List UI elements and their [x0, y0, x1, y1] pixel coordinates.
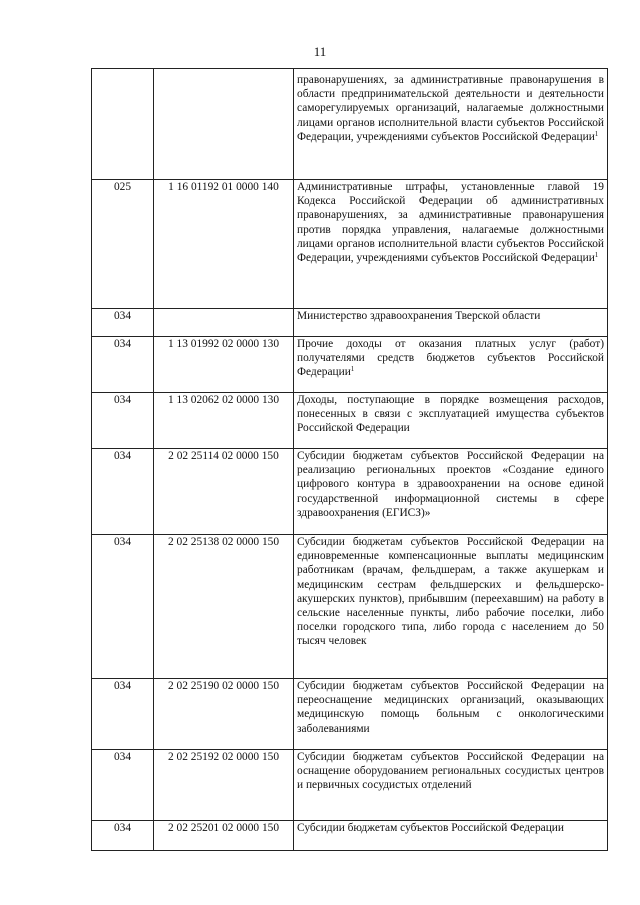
description-cell — [294, 337, 608, 393]
table-row — [92, 821, 608, 851]
revenue-code-cell — [154, 309, 294, 337]
description-text: Министерство здравоохранения Тверской области — [297, 310, 541, 322]
table-row — [92, 69, 608, 180]
description-text: Субсидии бюджетам субъектов Российской Федерации — [297, 822, 564, 834]
table-row — [92, 337, 608, 393]
table-row — [92, 393, 608, 449]
description-text: Субсидии бюджетам субъектов Российской Федерации на оснащение оборудованием региональных сосудистых центров и первичных сосудистых отделений — [297, 751, 604, 792]
admin-code-cell: 034 — [92, 393, 154, 449]
page-number: 11 — [313, 44, 327, 59]
description-text: Субсидии бюджетам субъектов Российской Федерации на единовременные компенсационные выплаты медицинским работникам (врачам, фельдшерам, а также акушеркам и медицинским сестрам фельдшерских и фельдшерско-акушерских пунктов), прибывшим (переехавшим) на работу в сельские населенные пункты, либо рабочие поселки, либо поселки городского типа, либо города с населением до 50 тысяч человек — [297, 536, 604, 648]
revenue-code-cell: 1 16 01192 01 0000 140 — [154, 180, 294, 309]
description-cell — [294, 535, 608, 679]
description-cell — [294, 393, 608, 449]
description-text: Субсидии бюджетам субъектов Российской Федерации на переоснащение медицинских организаций, оказывающих медицинскую помощь больным с онкологическими заболеваниями — [297, 680, 604, 735]
admin-code-cell: 025 — [92, 180, 154, 309]
table-row — [92, 679, 608, 750]
footnote-mark: 1 — [350, 365, 355, 374]
description-text: Административные штрафы, установленные главой 19 Кодекса Российской Федерации об административных правонарушениях, за административные правонарушения против порядка управления, налагаемые должностными лицами органов исполнительной власти субъектов Российской Федерации, учреждениями субъектов Российской Федерации — [297, 181, 604, 265]
description-cell — [294, 449, 608, 535]
description-text: Субсидии бюджетам субъектов Российской Федерации на реализацию региональных проектов «Создание единого цифрового контура в здравоохранении на основе единой государственной информационной системы в сфере здравоохранения (ЕГИСЗ)» — [297, 450, 604, 519]
description-cell — [294, 821, 608, 851]
footnote-mark: 1 — [594, 129, 599, 138]
table-row — [92, 535, 608, 679]
revenue-code-cell: 1 13 02062 02 0000 130 — [154, 393, 294, 449]
admin-code-cell: 034 — [92, 679, 154, 750]
admin-code-cell: 034 — [92, 821, 154, 851]
description-cell — [294, 69, 608, 180]
admin-code-cell: 034 — [92, 337, 154, 393]
table-row — [92, 449, 608, 535]
table-row — [92, 750, 608, 821]
revenue-code-cell: 2 02 25190 02 0000 150 — [154, 679, 294, 750]
revenue-code-cell: 2 02 25201 02 0000 150 — [154, 821, 294, 851]
admin-code-cell: 034 — [92, 535, 154, 679]
table-row — [92, 180, 608, 309]
description-text: правонарушениях, за административные правонарушения в области предпринимательской деятельности и деятельности саморегулируемых организаций, налагаемые должностными лицами органов исполнительной власти субъектов Российской Федерации, учреждениями субъектов Российской Федерации — [297, 74, 604, 143]
admin-code-cell: 034 — [92, 309, 154, 337]
table-row — [92, 309, 608, 337]
description-text: Прочие доходы от оказания платных услуг (работ) получателями средств бюджетов субъектов Российской Федерации — [297, 338, 604, 379]
revenue-code-cell: 2 02 25114 02 0000 150 — [154, 449, 294, 535]
revenue-code-cell — [154, 69, 294, 180]
description-text: Доходы, поступающие в порядке возмещения расходов, понесенных в связи с эксплуатацией имущества субъектов Российской Федерации — [297, 394, 604, 435]
revenue-code-cell: 1 13 01992 02 0000 130 — [154, 337, 294, 393]
description-cell — [294, 180, 608, 309]
admin-code-cell: 034 — [92, 449, 154, 535]
admin-code-cell — [92, 69, 154, 180]
description-cell — [294, 309, 608, 337]
description-cell — [294, 750, 608, 821]
description-cell — [294, 679, 608, 750]
revenue-code-cell: 2 02 25192 02 0000 150 — [154, 750, 294, 821]
revenue-codes-table — [91, 68, 608, 851]
footnote-mark: 1 — [594, 251, 599, 260]
admin-code-cell: 034 — [92, 750, 154, 821]
revenue-code-cell: 2 02 25138 02 0000 150 — [154, 535, 294, 679]
